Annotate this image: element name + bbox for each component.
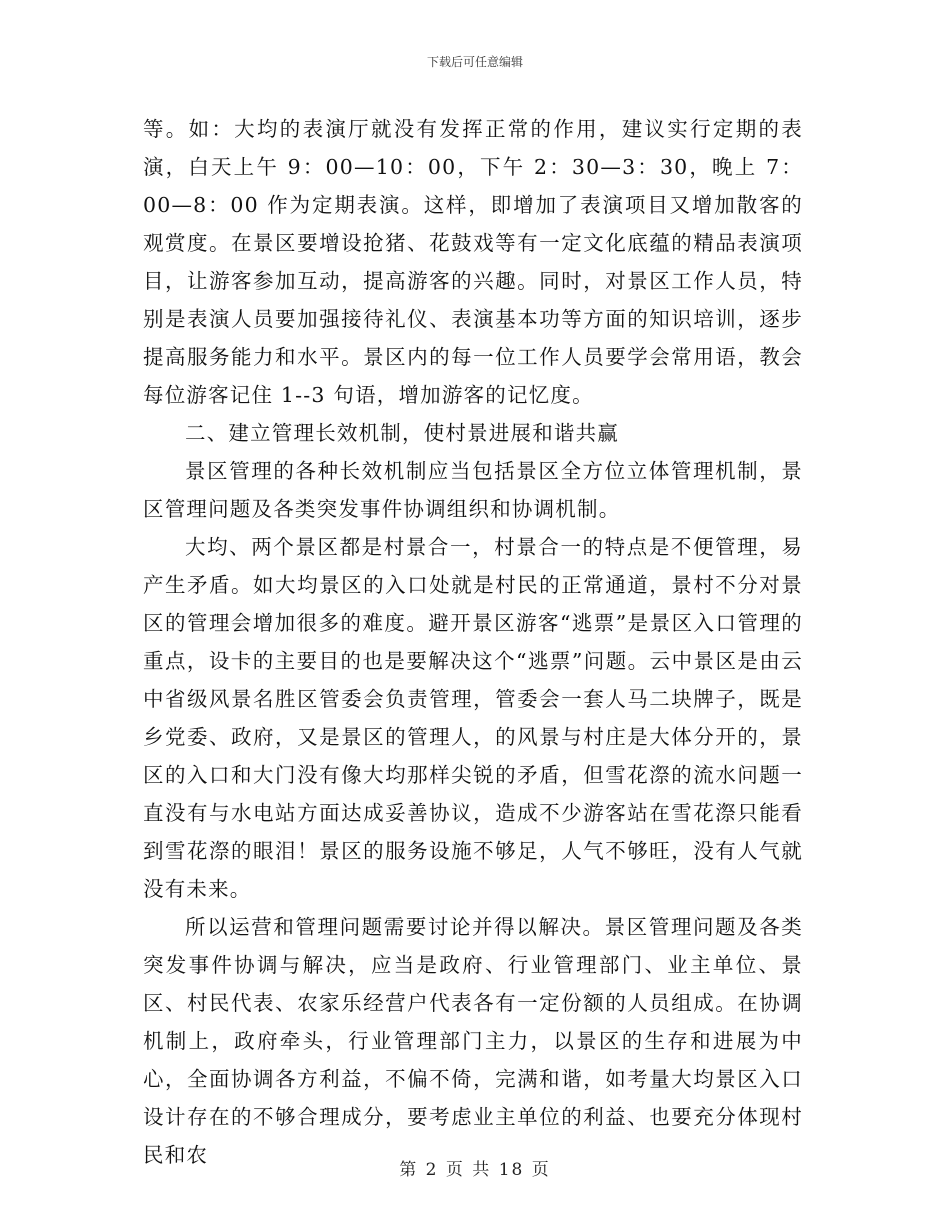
paragraph-operations: 所以运营和管理问题需要讨论并得以解决。景区管理问题及各类突发事件协调与解决，应当是政府、行业管理部门、业主单位、景区、村民代表、农家乐经营户代表各有一定份额的人员组成。在协调机制上，政府牵头，行业管理部门主力，以景区的生存和进展为中心，全面协调各方利益，不偏不倚，完满和谐，如考量大均景区入口设计存在的不够合理成分，要考虑业主单位的利益、也要充分体现村民和农 bbox=[143, 915, 803, 1167]
body-text bbox=[143, 110, 803, 1174]
page-header-note: 下载后可任意编辑 bbox=[426, 55, 523, 69]
page-number: 第 2 页 共 18 页 bbox=[399, 1160, 551, 1180]
paragraph-mechanism: 景区管理的各种长效机制应当包括景区全方位立体管理机制，景区管理问题及各类突发事件协调组织和协调机制。 bbox=[143, 459, 803, 521]
paragraph-performance: 等。如：大均的表演厅就没有发挥正常的作用，建议实行定期的表演，白天上午 9：00—10：00，下午 2：30—3：30，晚上 7：00—8：00 作为定期表演。这样，即增加了表演项目又增加散客的观赏度。在景区要增设抢猪、花鼓戏等有一定文化底蕴的精品表演项目，让游客参加互动，提高游客的兴趣。同时，对景区工作人员，特别是表演人员要加强接待礼仪、表演基本功等方面的知识培训，逐步提高服务能力和水平。景区内的每一位工作人员要学会常用语，教会每位游客记住 1--3 句语，增加游客的记忆度。 bbox=[143, 117, 803, 407]
section-heading: 二、建立管理长效机制，使村景进展和谐共赢 bbox=[185, 421, 619, 445]
paragraph-village-scenic: 大均、两个景区都是村景合一，村景合一的特点是不便管理，易产生矛盾。如大均景区的入口处就是村民的正常通道，景村不分对景区的管理会增加很多的难度。避开景区游客“逃票”是景区入口管理的重点，设卡的主要目的也是要解决这个“逃票”问题。云中景区是由云中省级风景名胜区管委会负责管理，管委会一套人马二块牌子，既是乡党委、政府，又是景区的管理人，的风景与村庄是大体分开的，景区的入口和大门没有像大均那样尖锐的矛盾，但雪花漈的流水问题一直没有与水电站方面达成妥善协议，造成不少游客站在雪花漈只能看到雪花漈的眼泪！景区的服务设施不够足，人气不够旺，没有人气就没有未来。 bbox=[143, 535, 803, 901]
